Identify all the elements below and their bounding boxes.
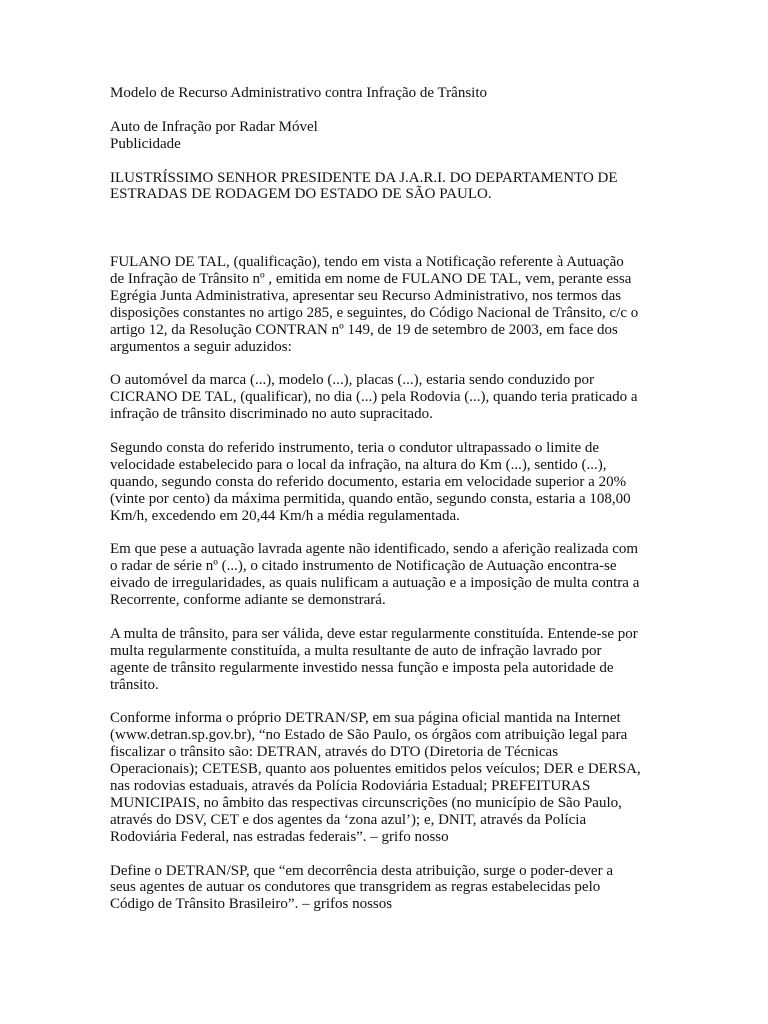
paragraph-line: infração de trânsito discriminado no auto supracitado. bbox=[110, 406, 433, 423]
paragraph-detran-info bbox=[110, 710, 660, 845]
paragraph-line: Rodoviária Federal, nas estradas federais”. – grifo nosso bbox=[110, 828, 449, 845]
paragraph-line: Conforme informa o próprio DETRAN/SP, em sua página oficial mantida na Internet bbox=[110, 710, 621, 727]
paragraph-line: A multa de trânsito, para ser válida, deve estar regularmente constituída. Entende-se por bbox=[110, 625, 638, 642]
paragraph-line: Km/h, excedendo em 20,44 Km/h a média regulamentada. bbox=[110, 507, 460, 524]
paragraph-line: (www.detran.sp.gov.br), “no Estado de São Paulo, os órgãos com atribuição legal para bbox=[110, 727, 628, 744]
paragraph-line: seus agentes de autuar os condutores que transgridem as regras estabelecidas pelo bbox=[110, 879, 601, 896]
paragraph-vehicle bbox=[110, 372, 660, 423]
paragraph-line: multa regularmente constituída, a multa resultante de auto de infração lavrado por bbox=[110, 642, 602, 659]
paragraph-line: Define o DETRAN/SP, que “em decorrência desta atribuição, surge o poder-dever a bbox=[110, 862, 613, 879]
paragraph-line: o radar de série nº (...), o citado instrumento de Notificação de Autuação encontra-se bbox=[110, 558, 617, 575]
paragraph-line: disposições constantes no artigo 285, e seguintes, do Código Nacional de Trânsito, c/c o bbox=[110, 304, 639, 321]
subtitle-line: Publicidade bbox=[110, 135, 181, 152]
paragraph-line: MUNICIPAIS, no âmbito das respectivas circunscrições (no município de São Paulo, bbox=[110, 794, 622, 811]
document-subtitle bbox=[110, 119, 660, 153]
title-line: Modelo de Recurso Administrativo contra Infração de Trânsito bbox=[110, 85, 488, 101]
paragraph-line: Recorrente, conforme adiante se demonstrará. bbox=[110, 592, 386, 609]
paragraph-line: de Infração de Trânsito nº , emitida em nome de FULANO DE TAL, vem, perante essa bbox=[110, 270, 632, 287]
paragraph-line: através do DSV, CET e dos agentes da ‘zona azul’); e, DNIT, através da Polícia bbox=[110, 811, 587, 828]
paragraph-irregularities bbox=[110, 541, 660, 609]
document-title bbox=[110, 85, 660, 102]
paragraph-line: Em que pese a autuação lavrada agente não identificado, sendo a aferição realizada com bbox=[110, 541, 639, 558]
paragraph-line: Código de Trânsito Brasileiro”. – grifos nossos bbox=[110, 896, 393, 913]
paragraph-line: fiscalizar o trânsito são: DETRAN, através do DTO (Diretoria de Técnicas bbox=[110, 744, 559, 761]
addressee-line: ESTRADAS DE RODAGEM DO ESTADO DE SÃO PAULO. bbox=[110, 186, 492, 203]
paragraph-detran-definition bbox=[110, 863, 660, 914]
paragraph-line: quando, segundo consta do referido documento, estaria em velocidade superior a 20% bbox=[110, 473, 627, 490]
subtitle-line: Auto de Infração por Radar Móvel bbox=[110, 118, 318, 135]
paragraph-line: Operacionais); CETESB, quanto aos poluentes emitidos pelos veículos; DER e DERSA, bbox=[110, 761, 641, 778]
addressee-line: ILUSTRÍSSIMO SENHOR PRESIDENTE DA J.A.R.I. DO DEPARTAMENTO DE bbox=[110, 169, 618, 186]
paragraph-line: artigo 12, da Resolução CONTRAN nº 149, de 19 de setembro de 2003, em face dos bbox=[110, 321, 618, 338]
paragraph-line: agente de trânsito regularmente investido nessa função e imposta pela autoridade de bbox=[110, 659, 614, 676]
paragraph-line: Egrégia Junta Administrativa, apresentar seu Recurso Administrativo, nos termos das bbox=[110, 287, 622, 304]
paragraph-line: argumentos a seguir aduzidos: bbox=[110, 338, 292, 355]
paragraph-line: velocidade estabelecido para o local da infração, na altura do Km (...), sentido (...), bbox=[110, 456, 607, 473]
paragraph-line: FULANO DE TAL, (qualificação), tendo em vista a Notificação referente à Autuação bbox=[110, 254, 624, 270]
document-body bbox=[110, 85, 660, 913]
paragraph-speed bbox=[110, 440, 660, 525]
paragraph-line: (vinte por cento) da máxima permitida, quando então, segundo consta, estaria a 108,00 bbox=[110, 490, 631, 507]
paragraph-line: CICRANO DE TAL, (qualificar), no dia (...) pela Rodovia (...), quando teria praticado a bbox=[110, 389, 638, 406]
addressee bbox=[110, 170, 660, 204]
paragraph-line: eivado de irregularidades, as quais nulificam a autuação e a imposição de multa contra a bbox=[110, 575, 640, 592]
paragraph-line: O automóvel da marca (...), modelo (...), placas (...), estaria sendo conduzido por bbox=[110, 372, 594, 389]
paragraph-qualification bbox=[110, 254, 660, 355]
paragraph-line: trânsito. bbox=[110, 676, 159, 693]
paragraph-line: nas rodovias estaduais, através da Polícia Rodoviária Estadual; PREFEITURAS bbox=[110, 778, 591, 795]
paragraph-line: Segundo consta do referido instrumento, teria o condutor ultrapassado o limite de bbox=[110, 439, 600, 456]
paragraph-validity bbox=[110, 626, 660, 694]
